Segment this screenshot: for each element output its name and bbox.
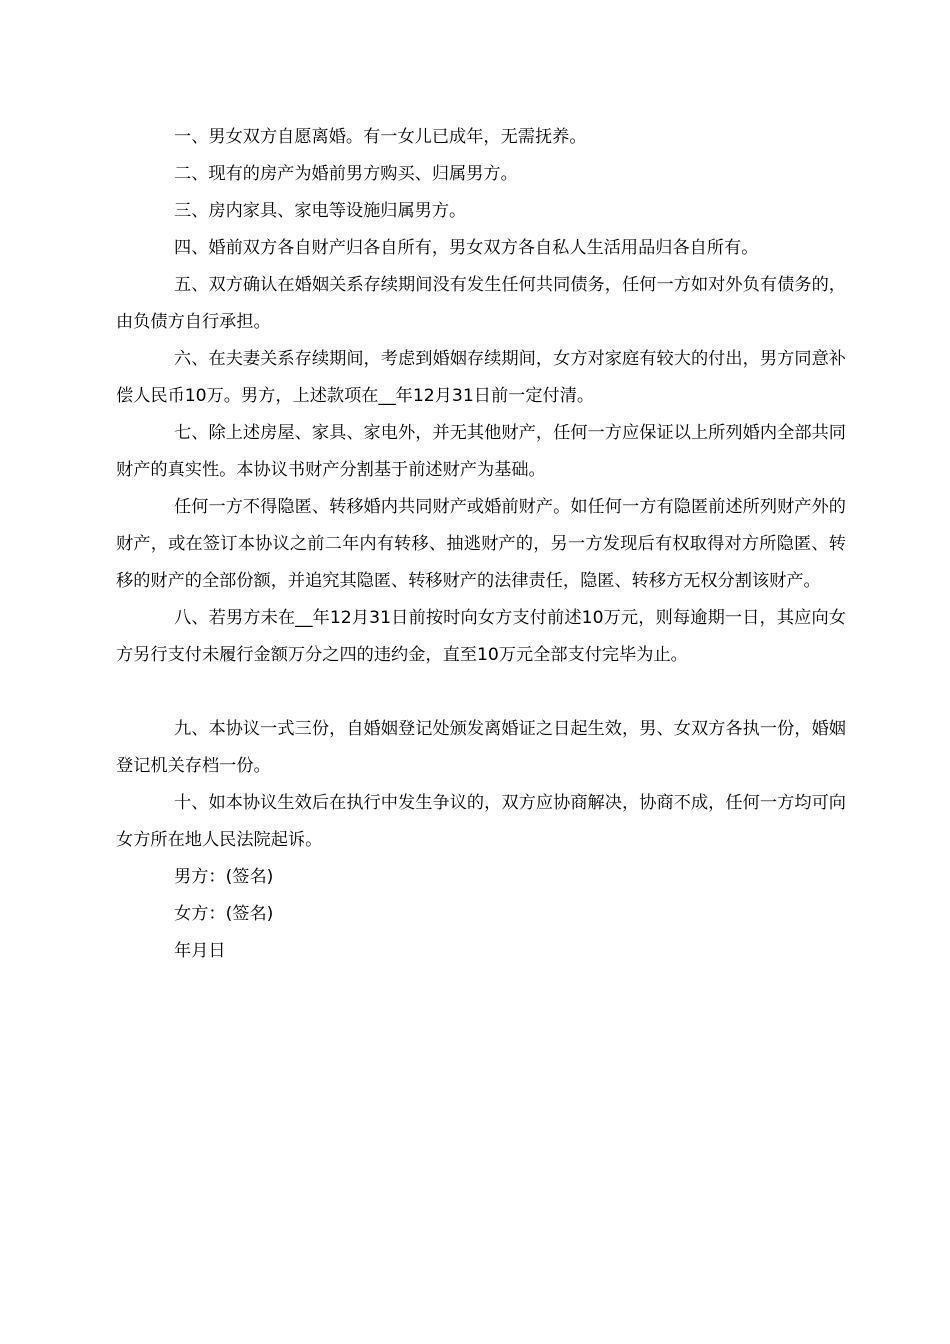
clause-10: 十、如本协议生效后在执行中发生争议的，双方应协商解决，协商不成，任何一方均可向女方所在地人民法院起诉。: [116, 793, 846, 850]
clause-7: 七、除上述房屋、家具、家电外，并无其他财产，任何一方应保证以上所列婚内全部共同财产的真实性。本协议书财产分割基于前述财产为基础。: [116, 423, 846, 480]
clause-3: 三、房内家具、家电等设施归属男方。: [174, 201, 467, 221]
clause-2: 二、现有的房产为婚前男方购买、归属男方。: [174, 164, 518, 184]
female-signature-line: 女方：(签名): [174, 904, 274, 924]
clause-7-supplement: 任何一方不得隐匿、转移婚内共同财产或婚前财产。如任何一方有隐匿前述所列财产外的财产，或在签订本协议之前二年内有转移、抽逃财产的，另一方发现后有权取得对方所隐匿、转移的财产的全部份额，并追究其隐匿、转移财产的法律责任，隐匿、转移方无权分割该财产。: [116, 497, 846, 591]
clause-5: 五、双方确认在婚姻关系存续期间没有发生任何共同债务，任何一方如对外负有债务的，由负债方自行承担。: [116, 275, 846, 332]
clause-4: 四、婚前双方各自财产归各自所有，男女双方各自私人生活用品归各自所有。: [174, 238, 759, 258]
clause-9: 九、本协议一式三份，自婚姻登记处颁发离婚证之日起生效，男、女双方各执一份，婚姻登记机关存档一份。: [116, 719, 846, 776]
male-signature-line: 男方：(签名): [174, 867, 274, 887]
document-body: [116, 119, 846, 970]
clause-1: 一、男女双方自愿离婚。有一女儿已成年，无需抚养。: [174, 127, 587, 147]
date-line: 年月日: [174, 941, 226, 961]
paragraph-gap: [116, 674, 846, 711]
clause-8: 八、若男方未在__年12月31日前按时向女方支付前述10万元，则每逾期一日，其应向女方另行支付未履行金额万分之四的违约金，直至10万元全部支付完毕为止。: [116, 608, 846, 665]
clause-6: 六、在夫妻关系存续期间，考虑到婚姻存续期间，女方对家庭有较大的付出，男方同意补偿人民币10万。男方，上述款项在__年12月31日前一定付清。: [116, 349, 846, 406]
